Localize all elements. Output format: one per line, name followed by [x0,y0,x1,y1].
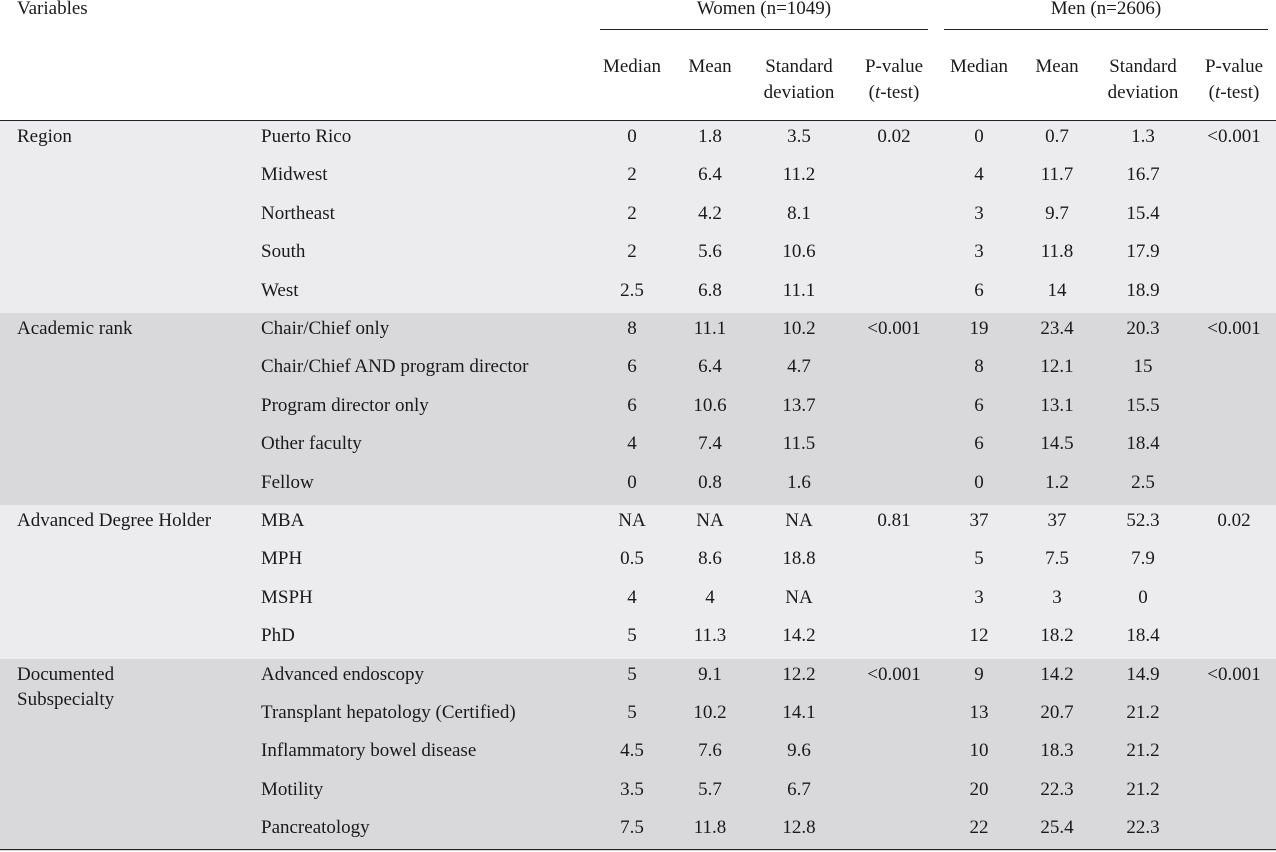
women-pvalue-paren: ( [868,82,875,103]
group-name: Academic rank [17,318,133,339]
women-pvalue: 0.02 [877,126,911,147]
men-mean-header: Mean [1035,56,1079,77]
men-cell: 3 [974,586,984,608]
women-cell: 0 [627,471,637,493]
men-cell: 0 [974,126,984,147]
women-cell: 13.7 [782,394,816,416]
row-label: Program director only [261,394,429,416]
women-cell: 4 [627,433,637,455]
row-label: West [261,279,299,301]
women-cell: 2 [627,202,637,224]
women-cell: 10.6 [782,241,816,263]
men-cell: 16.7 [1126,164,1160,186]
women-cell: 0 [627,126,637,147]
men-cell: 6 [974,433,984,455]
men-cell: 1.3 [1131,126,1155,147]
men-header-rule [944,29,1268,30]
row-label: Pancreatology [261,817,370,839]
men-pvalue: <0.001 [1207,663,1261,685]
men-median-header: Median [949,56,1009,77]
women-cell: 11.8 [693,817,727,839]
men-sd-header-line2: deviation [1107,82,1179,103]
row-label: MPH [261,548,303,570]
men-cell: 18.4 [1126,433,1160,455]
men-cell: 11.7 [1040,164,1074,186]
women-cell: 6 [627,356,637,378]
men-cell: 3 [974,241,984,263]
group-name: Subspecialty [17,688,115,710]
women-cell: NA [785,586,813,608]
women-cell: 14.1 [782,702,816,723]
men-cell: 12.1 [1040,356,1074,378]
women-cell: 6 [627,394,637,416]
men-cell: 9 [974,663,984,685]
row-label: South [261,241,306,263]
men-cell: 37 [969,510,989,531]
men-cell: 14.5 [1040,433,1074,455]
men-cell: 15.5 [1126,394,1160,416]
women-cell: 2 [627,164,637,186]
women-cell: 4.7 [787,356,811,378]
men-cell: 3 [974,202,984,224]
men-cell: 52.3 [1126,510,1160,531]
women-cell: 6.4 [698,356,722,378]
women-header-rule [600,29,928,30]
women-cell: 8.6 [698,548,722,570]
men-cell: 14 [1047,279,1067,301]
women-cell: 6.4 [698,164,722,186]
women-cell: 7.4 [698,433,722,455]
men-cell: 12 [969,625,989,647]
women-cell: 11.1 [782,279,816,301]
men-pvalue: 0.02 [1217,510,1251,531]
men-cell: 14.2 [1040,663,1074,685]
men-cell: 13 [969,702,989,723]
women-cell: 0.5 [620,548,644,570]
row-label: Transplant hepatology (Certified) [261,702,516,723]
women-cell: 7.5 [620,817,644,839]
group-name: Advanced Degree Holder [17,510,212,531]
men-cell: 0.7 [1045,126,1069,147]
men-cell: 13.1 [1040,394,1074,416]
women-cell: 18.8 [782,548,816,570]
men-cell: 5 [974,548,984,570]
row-label: Chair/Chief only [261,318,390,339]
men-cell: 8 [974,356,984,378]
women-cell: 4 [705,586,715,608]
row-label: PhD [261,625,295,647]
women-pvalue-header-line1: P-value [864,56,924,77]
women-cell: 2.5 [620,279,644,301]
women-cell: 3.5 [787,126,811,147]
men-cell: 11.8 [1040,241,1074,263]
variables-header: Variables [17,0,88,19]
women-cell: 4.2 [698,202,722,224]
women-cell: 9.6 [787,740,811,762]
row-label: Puerto Rico [261,126,352,147]
men-cell: 21.2 [1126,702,1160,723]
women-cell: 11.5 [782,433,816,455]
women-cell: 5 [627,663,637,685]
men-pvalue-rest: -test) [1220,82,1260,103]
women-cell: 4.5 [620,740,644,762]
row-label: Northeast [261,202,335,224]
women-cell: 12.8 [782,817,816,839]
women-cell: 5 [627,702,637,723]
men-pvalue-header-line2 [1209,80,1260,106]
men-cell: 22.3 [1126,817,1160,839]
row-label: Midwest [261,164,328,186]
women-median-header: Median [602,56,662,77]
men-cell: 17.9 [1126,241,1160,263]
women-group-header: Women (n=1049) [696,0,832,19]
women-cell: 11.2 [782,164,816,186]
women-cell: 5 [627,625,637,647]
men-cell: 9.7 [1045,202,1069,224]
men-cell: 22.3 [1040,778,1074,800]
men-cell: 22 [969,817,989,839]
group-name: Documented [17,663,115,685]
women-cell: 11.1 [693,318,727,339]
women-cell: NA [618,510,646,531]
men-cell: 18.3 [1040,740,1074,762]
women-cell: 2 [627,241,637,263]
women-cell: 0.8 [698,471,722,493]
women-pvalue-t: t [875,82,881,103]
women-pvalue-header-line2 [869,80,920,106]
women-cell: 5.6 [698,241,722,263]
men-cell: 18.4 [1126,625,1160,647]
women-pvalue: <0.001 [867,663,921,685]
women-cell: 8.1 [787,202,811,224]
row-label: Motility [261,778,324,800]
women-cell: 9.1 [698,663,722,685]
men-cell: 7.9 [1131,548,1155,570]
row-label: Fellow [261,471,314,493]
men-pvalue-paren: ( [1208,82,1215,103]
group-name: Region [17,126,72,147]
men-cell: 18.2 [1040,625,1074,647]
men-cell: 7.5 [1045,548,1069,570]
men-cell: 3 [1052,586,1062,608]
men-cell: 10 [969,740,989,762]
women-cell: 14.2 [782,625,816,647]
men-cell: 18.9 [1126,279,1160,301]
women-cell: 1.8 [698,126,722,147]
women-cell: 10.2 [782,318,816,339]
men-cell: 21.2 [1126,778,1160,800]
women-sd-header-line1: Standard [765,56,833,77]
men-pvalue: <0.001 [1207,318,1261,339]
men-cell: 15.4 [1126,202,1160,224]
men-cell: 14.9 [1126,663,1160,685]
women-cell: 10.2 [693,702,727,723]
men-cell: 1.2 [1045,471,1069,493]
group-band [0,313,1276,505]
men-cell: 37 [1047,510,1067,531]
row-label: Other faculty [261,433,362,455]
women-cell: 7.6 [698,740,722,762]
women-pvalue: 0.81 [877,510,911,531]
row-label: MBA [261,510,305,531]
men-sd-header-line1: Standard [1109,56,1177,77]
women-cell: 11.3 [693,625,727,647]
men-cell: 0 [1138,586,1148,608]
men-cell: 4 [974,164,984,186]
women-cell: 6.8 [698,279,722,301]
women-cell: NA [785,510,813,531]
women-cell: 8 [627,318,637,339]
women-cell: 10.6 [693,394,727,416]
men-cell: 15 [1133,356,1153,378]
men-cell: 2.5 [1131,471,1155,493]
women-cell: 12.2 [782,663,816,685]
row-label: Advanced endoscopy [261,663,425,685]
women-cell: 4 [627,586,637,608]
men-cell: 21.2 [1126,740,1160,762]
men-pvalue-t: t [1215,82,1221,103]
men-pvalue: <0.001 [1207,126,1261,147]
women-cell: NA [696,510,724,531]
row-label: MSPH [261,586,313,608]
men-cell: 6 [974,279,984,301]
women-mean-header: Mean [688,56,732,77]
men-cell: 20.3 [1126,318,1160,339]
row-label: Inflammatory bowel disease [261,740,477,762]
men-cell: 0 [974,471,984,493]
men-cell: 20 [969,778,989,800]
women-cell: 6.7 [787,778,811,800]
women-pvalue: <0.001 [867,318,921,339]
men-cell: 23.4 [1040,318,1074,339]
table-bottom-rule [0,849,1276,850]
row-label: Chair/Chief AND program director [261,356,529,378]
men-group-header: Men (n=2606) [1050,0,1162,19]
men-cell: 6 [974,394,984,416]
women-sd-header-line2: deviation [763,82,835,103]
women-pvalue-rest: -test) [880,82,920,103]
men-cell: 20.7 [1040,702,1074,723]
men-cell: 19 [969,318,989,339]
men-cell: 25.4 [1040,817,1074,839]
women-cell: 5.7 [698,778,722,800]
women-cell: 1.6 [787,471,811,493]
men-pvalue-header-line1: P-value [1204,56,1264,77]
women-cell: 3.5 [620,778,644,800]
